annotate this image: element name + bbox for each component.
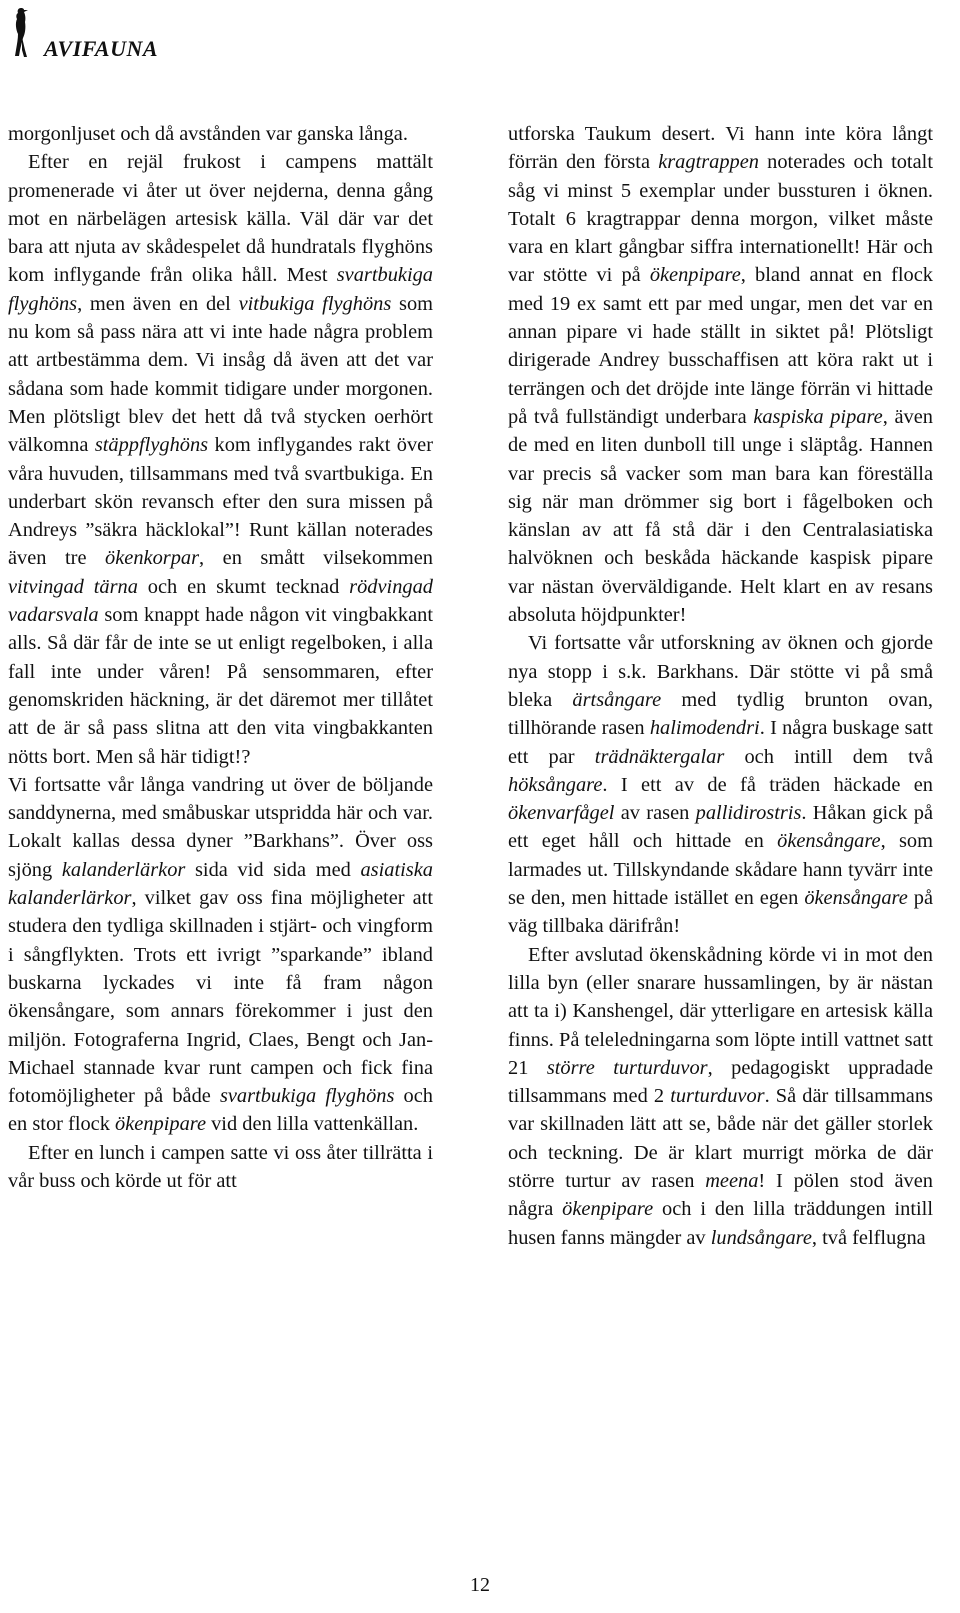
page-header [6, 2, 306, 62]
brand-name: AVIFAUNA [44, 36, 159, 61]
paragraph: morgonljuset och då avstånden var ganska långa. [8, 123, 408, 145]
left-column [8, 120, 433, 1195]
right-column [508, 120, 933, 1252]
paragraph: utforska Taukum desert. Vi hann inte köra långt förrän den första kragtrappen noterades och totalt såg vi minst 5 exemplar under bussturen i öknen. Totalt 6 kragtrappar denna morgon, vilket måste vara en klart gångbar siffra internationellt! Här och var stötte vi på ökenpipare, bland annat en flock med 19 ex samt ett par med ungar, men det var en annan pipare vi hade ställt in siktet på! Plötsligt dirigerade Andrey busschaffisen att köra rakt ut i terrängen och det dröjde inte länge förrän vi hittade på två fullständigt underbara kaspiska pipare, även de med en liten dunboll till unge i släptåg. Hannen var precis så vacker som man bara kan föreställa sig när man drömmer sig bort i fågelboken och känslan av att få stå där i den Centralasiatiska halvöknen och beskåda häckande kaspisk pipare var nästan överväldigande. Helt klart en av resans absoluta höjdpunkter! [508, 123, 933, 627]
page-number: 12 [470, 1574, 490, 1596]
paragraph: Efter avslutad ökenskådning körde vi in mot den lilla byn (eller snarare hussamlingen, by är nästan att ta i) Kanshengel, där ytterligare en artesisk källa finns. På teleledningarna som löpte intill vattnet satt 21 större turturduvor, pedagogiskt uppradade tillsammans med 2 turturduvor. Så där tillsammans var skillnaden lätt att se, både när det gäller storlek och teckning. De är klart murrigt mörka de där större turtur av rasen meena! I pölen stod även några ökenpipare och i den lilla träddungen intill husen fanns mängder av lundsångare, två felflugna [508, 943, 933, 1249]
paragraph: Efter en rejäl frukost i campens mattält promenerade vi åter ut över nejderna, denna gång mot en närbelägen artesisk källa. Väl där var det bara att njuta av skådespelet då hundratals flyghöns kom inflygande från olika håll. Mest svartbukiga flyghöns, men även en del vitbukiga flyghöns som nu kom så pass nära att vi inte hade några problem att artbestämma dem. Vi insåg då även att det var sådana som hade kommit tidigare under morgonen. Men plötsligt blev det hett då två stycken oerhört välkomna stäppflyghöns kom inflygandes rakt över våra huvuden, tillsammans med två svartbukiga. En underbart skön revansch efter den sura missen på Andreys ”säkra häcklokal”! Runt källan noterades även tre ökenkorpar, en smått vilsekommen vitvingad tärna och en skumt tecknad rödvingad vadarsvala som knappt hade någon vit vingbakkant alls. Så där får de inte se ut enligt regelboken, i alla fall inte under våren! På sensommaren, efter genomskriden häckning, är det däremot mer tillåtet att de är så pass slitna att den vita vingbakkanten nötts bort. Men så här tidigt!? [8, 151, 433, 768]
paragraph: Vi fortsatte vår utforskning av öknen och gjorde nya stopp i s.k. Barkhans. Där stötte vi på små bleka ärtsångare med tydlig brunton ovan, tillhörande rasen halimodendri. I några buskage satt ett par trädnäktergalar och intill dem två höksångare. I ett av de få träden häckade en ökenvarfågel av rasen pallidirostris. Håkan gick på ett eget håll och hittade en ökensångare, som larmades ut. Tillskyndande skådare hann tyvärr inte se den, men hittade istället en egen ökensångare på väg tillbaka därifrån! [508, 632, 934, 938]
bird-silhouette-icon [12, 6, 34, 58]
paragraph: Vi fortsatte vår långa vandring ut över de böljande sanddynerna, med småbuskar utspridda här och var. Lokalt kallas dessa dyner ”Barkhans”. Över oss sjöng kalanderlärkor sida vid sida med asiatiska kalanderlärkor, vilket gav oss fina möjligheter att studera den tydliga skillnaden i stjärt- och vingform i sångflykten. Trots ett ivrigt ”sparkande” ibland buskarna lyckades vi inte få fram någon ökensångare, som annars förekommer i just den miljön. Fotograferna Ingrid, Claes, Bengt och Jan-Michael stannade kvar runt campen och fick fina fotomöjligheter på både svartbukiga flyghöns och en stor flock ökenpipare vid den lilla vattenkällan. [8, 773, 433, 1136]
paragraph: Efter en lunch i campen satte vi oss åter tillrätta i vår buss och körde ut för att [8, 1141, 433, 1192]
